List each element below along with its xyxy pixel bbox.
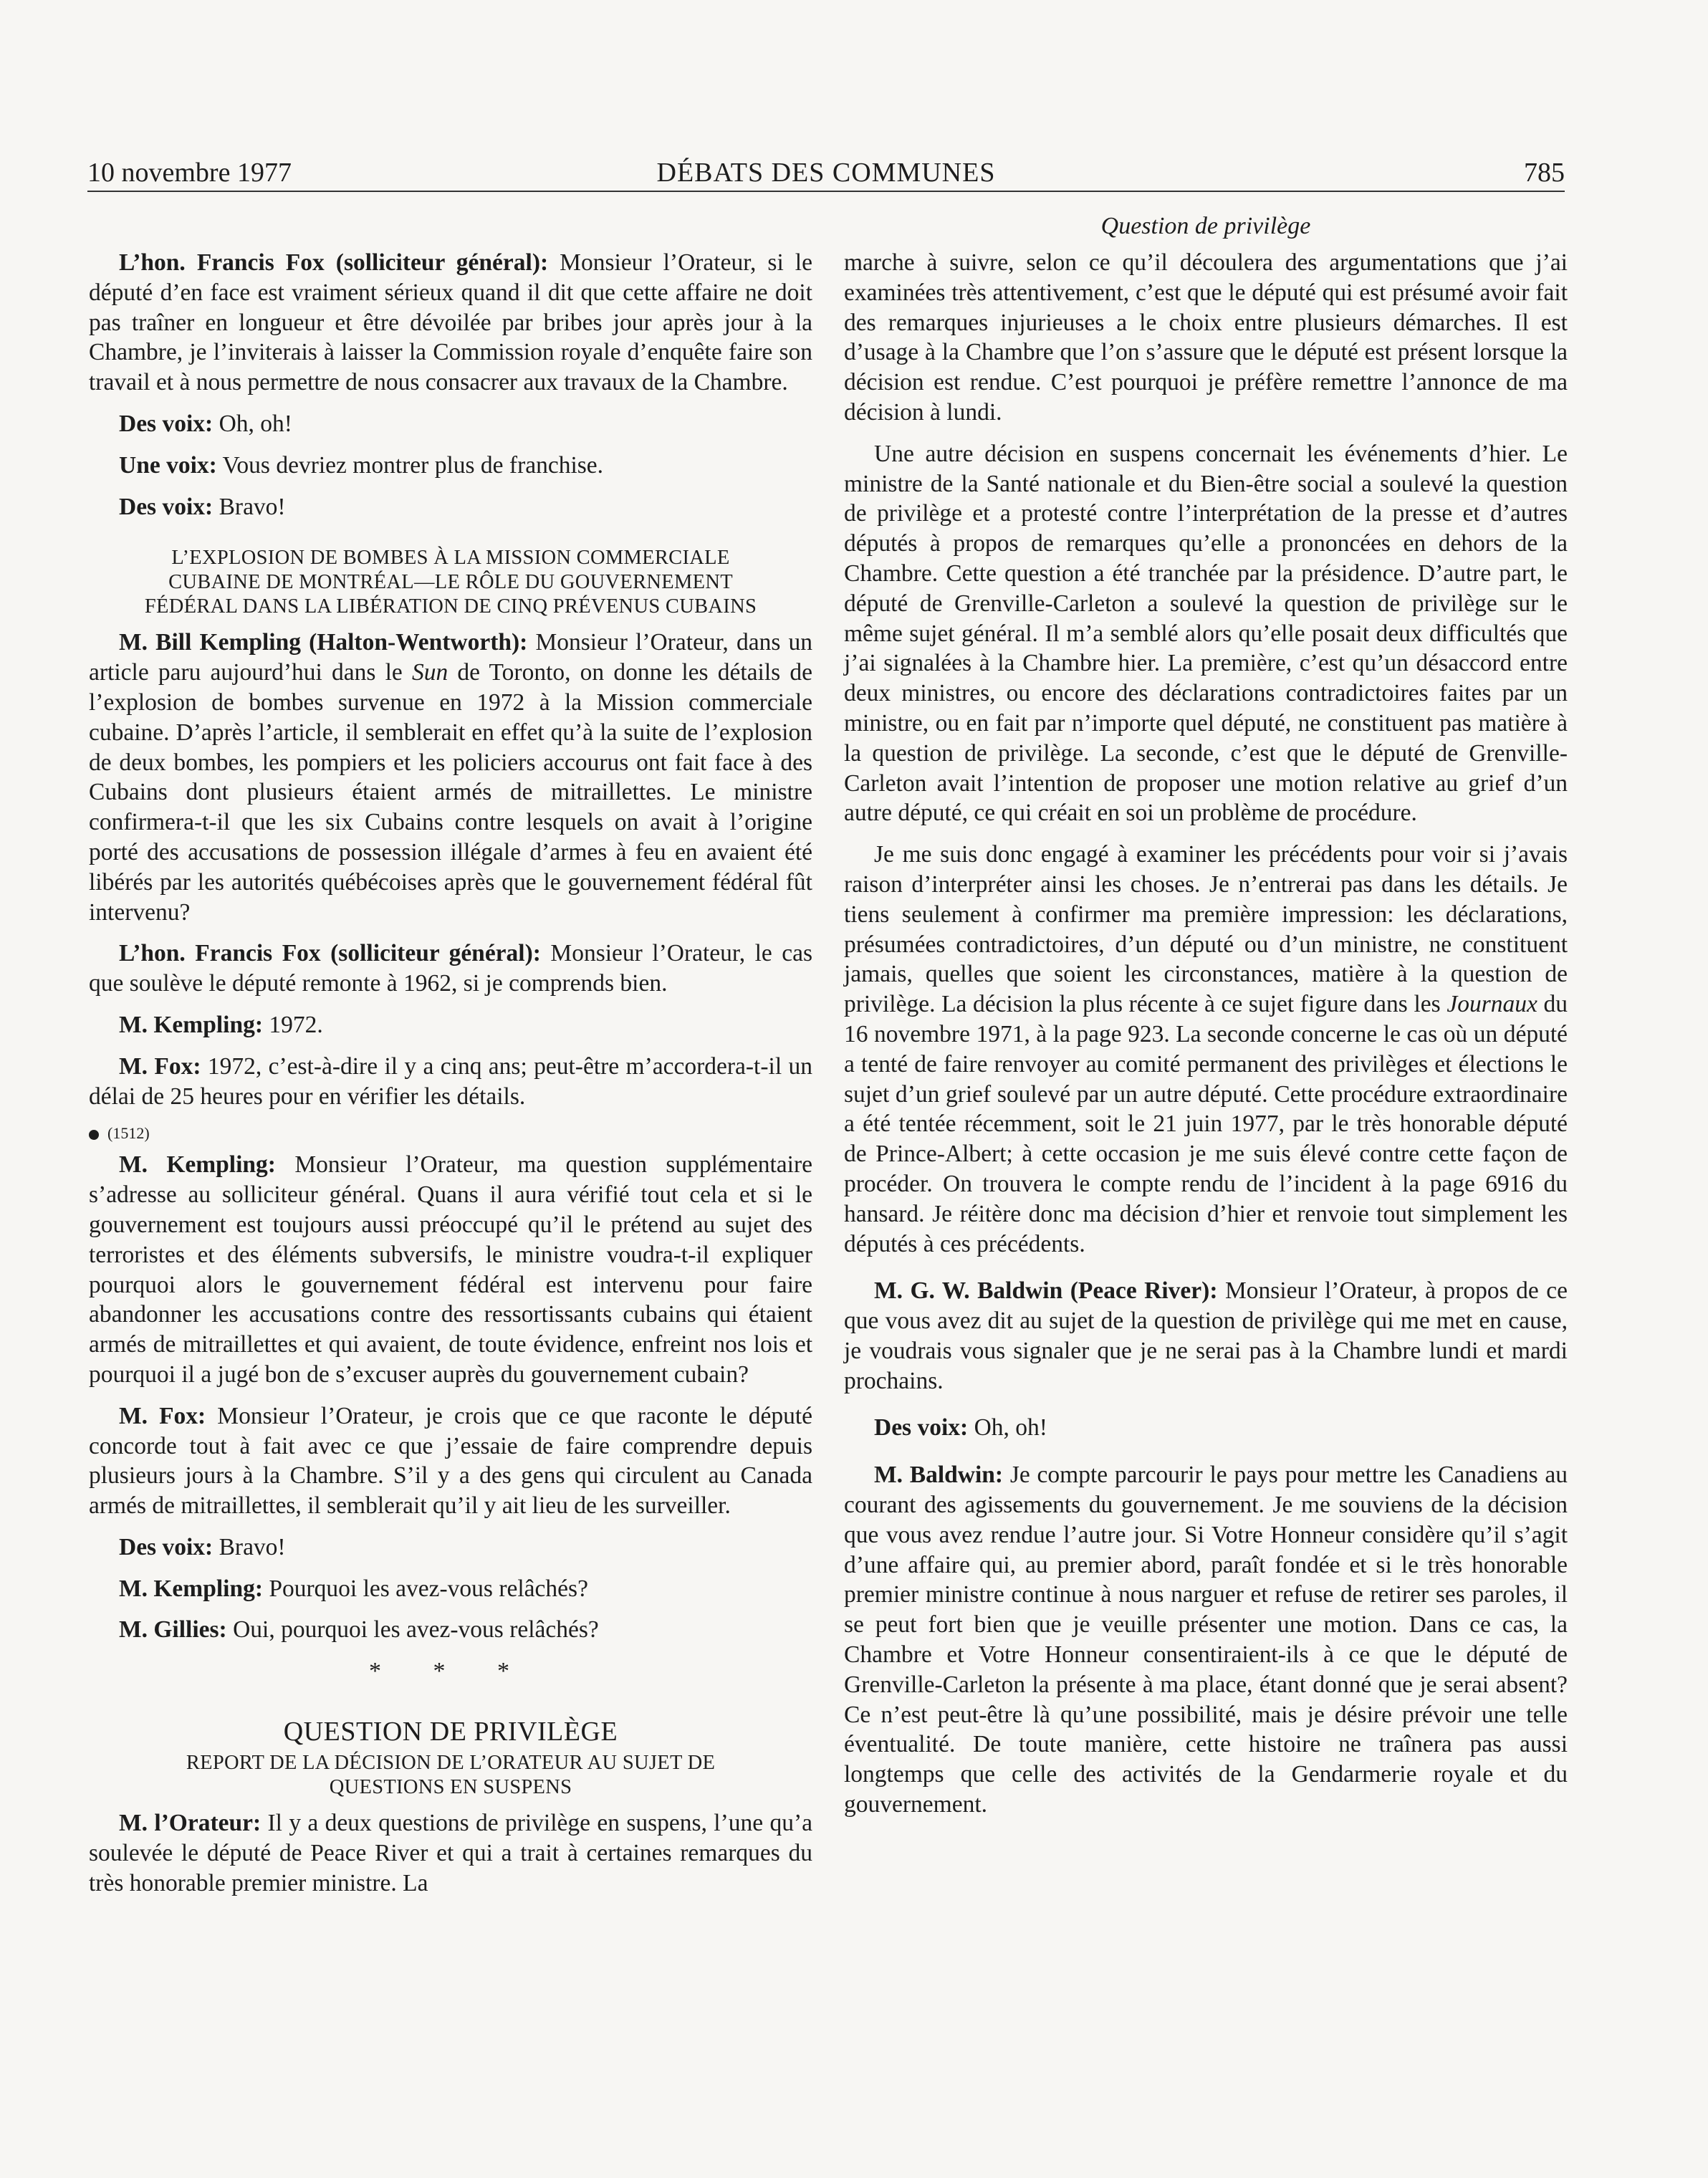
paragraph-text: Pourquoi les avez-vous relâchés? [262, 1575, 588, 1602]
paragraph [89, 1150, 812, 1389]
speaker-name: M. G. W. Baldwin (Peace River): [874, 1277, 1218, 1305]
paragraph [89, 451, 812, 481]
paragraph [89, 1615, 812, 1645]
paragraph-text: Bravo! [213, 493, 286, 520]
speaker-name: Des voix: [119, 493, 214, 520]
paragraph-text: Oh, oh! [968, 1414, 1047, 1441]
speaker-name: M. Fox: [119, 1052, 201, 1080]
paragraph: marche à suivre, selon ce qu’il découlera des argumentations que j’ai examinées très attentivement, c’est que le député qui est présumé avoir fait des remarques injurieuses a le choix entre plusieurs démarches. Il est d’usage à la Chambre que l’on s’assure que le député est présent lorsque la décision est rendue. C’est pourquoi je préfère remettre l’annonce de ma décision à lundi. [844, 249, 1568, 426]
speaker-name: M. l’Orateur: [119, 1810, 262, 1837]
header-date: 10 novembre 1977 [87, 158, 292, 188]
paragraph [89, 1010, 812, 1040]
paragraph: Une autre décision en suspens concernait les événements d’hier. Le ministre de la Santé nationale et du Bien-être social a soulevé la question de privilège et a protesté contre l’interprétation de la presse et d’autres députés à propos de remarques qu’elle a prononcées en dehors de la Chambre. Cette question a été tranchée par la présidence. D’autre part, le député de Grenville-Carleton a soulevé la question de privilège sur le même sujet général. Il m’a semblé alors qu’elle posait deux difficultés que j’ai signalées à la Chambre hier. La première, c’est qu’un désaccord entre deux ministres, ou encore des déclarations contradictoires faites par un ministre, ou en fait par n’importe quel député, ne constituent pas matière à la question de privilège. La seconde, c’est que le député de Grenville-Carleton avait l’intention de proposer une motion relative au grief d’un autre député, ce qui créait en soi un problème de procédure. [844, 440, 1568, 827]
section-title: QUESTION DE PRIVILÈGE [283, 1717, 618, 1747]
paragraph-text: Monsieur l’Orateur, je crois que ce que raconte le député concorde tout à fait avec ce que j’essaie de faire comprendre depuis plusieurs jours à la Chambre. S’il y a des gens qui circulent au Canada armés de mitraillettes, il semblerait qu’il y ait lieu de les surveiller. [89, 1402, 812, 1520]
paragraph-text: Oh, oh! [213, 410, 292, 437]
header-title: DÉBATS DES COMMUNES [656, 158, 996, 188]
paragraph [89, 1808, 812, 1898]
paragraph [844, 1276, 1568, 1396]
paragraph [844, 840, 1568, 1259]
speaker-name: Des voix: [119, 410, 214, 437]
speaker-name: M. Bill Kempling (Halton-Wentworth): [119, 629, 528, 656]
speaker-name: M. Fox: [119, 1402, 206, 1429]
paragraph-text: Je compte parcourir le pays pour mettre les Canadiens au courant des agissements du gouvernement. Je me souviens de la décision que vous avez rendue l’autre jour. Si Votre Honneur considère qu’il s’agit d’une affaire qui, au premier abord, paraît fondée et si le très honorable premier ministre continue à nous narguer et refuse de retirer ses paroles, il se peut fort bien que je veuille présenter une motion. Dans ce cas, la Chambre et Votre Honneur consentiraient-ils à ce que le député de Grenville-Carleton la présente à ma place, étant donné que je serai absent? Ce n’est peut-être là qu’une possibilité, mais je désire prévoir une telle éventualité. De toute manière, cette histoire ne traînera pas aussi longtemps que celle des activités de la Gendarmerie royale et du gouvernement. [844, 1462, 1568, 1818]
heading-line: REPORT DE LA DÉCISION DE L’ORATEUR AU SUJET DE [186, 1752, 716, 1775]
paragraph-text: Monsieur l’Orateur, si le député d’en face est vraiment sérieux quand il dit que cette affaire ne doit pas traîner en longueur et être dévoilée par bribes jour après jour à la Chambre, je l’inviterais à laisser la Commission royale d’enquête faire son travail et à nous permettre de nous consacrer aux travaux de la Chambre. [89, 249, 812, 396]
speaker-name: Des voix: [874, 1414, 969, 1441]
paragraph [89, 1574, 812, 1604]
paragraph-text: Il y a deux questions de privilège en suspens, l’une qu’a soulevée le député de Peace River et qui a trait à certaines remarques du très honorable premier ministre. La [89, 1810, 812, 1896]
italic-text: Journaux [1446, 991, 1537, 1018]
paragraph-text: de Toronto, on donne les détails de l’explosion de bombes survenue en 1972 à la Mission commerciale cubaine. D’après l’article, il semblerait en effet qu’à la suite de l’explosion de deux bombes, les pompiers et les policiers accourus ont fait face à des Cubains dont plusieurs étaient armés de mitraillettes. Le ministre confirmera-t-il que les six Cubains contre lesquels on avait à l’origine porté des accusations de possession illégale d’armes à feu en avaient été libérés par les autorités québécoises après que le gouvernement fédéral fût intervenu? [89, 659, 812, 926]
page-header [87, 155, 1565, 192]
speaker-name: L’hon. Francis Fox (solliciteur général): [119, 249, 549, 276]
paragraph [89, 1532, 812, 1563]
paragraph [844, 1460, 1568, 1820]
time-marker [89, 1123, 812, 1144]
paragraph-text: Monsieur l’Orateur, ma question supplémentaire s’adresse au solliciteur général. Quans il aura vérifié tout cela et si le gouvernement est toujours aussi préoccupé qu’il le prétend au sujet des terroristes et des éléments subversifs, le ministre voudra-t-il expliquer pourquoi alors le gouvernement fédéral est intervenu pour faire abandonner les accusations contre des ressortissants cubains qui étaient armés de mitraillettes et qui avaient, de toute évidence, enfreint nos lois et pourquoi il a jugé bon de s’excuser auprès du gouvernement cubain? [89, 1151, 813, 1388]
heading-line: L’EXPLOSION DE BOMBES À LA MISSION COMMERCIALE [171, 547, 730, 570]
paragraph-text: Je me suis donc engagé à examiner les précédents pour voir si j’avais raison d’interpréter ainsi les choses. Je n’entrerai pas dans les détails. Je tiens seulement à confirmer ma première impression: les déclarations, présumées contradictoires, d’un député ou d’un ministre, ne constituent jamais, quelles que soient les circonstances, matière à la question de privilège. La décision la plus récente à ce sujet figure dans les [844, 841, 1568, 1018]
left-column [89, 248, 812, 1909]
paragraph-text: Monsieur l’Orateur, dans un article paru aujourd’hui dans le [89, 629, 812, 686]
section-subtitle [89, 1751, 812, 1800]
bullet-icon [89, 1130, 99, 1140]
speaker-name: M. Baldwin: [874, 1462, 1004, 1489]
paragraph [89, 248, 812, 398]
paragraph [89, 409, 812, 439]
paragraph [89, 939, 812, 999]
speaker-name: M. Kempling: [119, 1011, 263, 1038]
paragraph [89, 628, 812, 927]
heading-line: FÉDÉRAL DANS LA LIBÉRATION DE CINQ PRÉVENUS CUBAINS [144, 595, 757, 618]
speaker-name: M. Kempling: [119, 1575, 263, 1602]
speaker-name: L’hon. Francis Fox (solliciteur général): [119, 940, 541, 967]
paragraph-text: 1972. [262, 1011, 323, 1038]
running-head: Question de privilège [1100, 213, 1311, 239]
paragraph [89, 1052, 812, 1112]
italic-text: Sun [411, 659, 448, 686]
speaker-name: Une voix: [119, 451, 217, 479]
right-column [844, 248, 1568, 1831]
page-number: 785 [1524, 158, 1565, 188]
section-heading [89, 546, 812, 619]
paragraph [844, 1413, 1568, 1443]
speaker-name: Des voix: [119, 1533, 214, 1560]
time-stamp: (1512) [107, 1124, 150, 1143]
paragraph-text: Bravo! [213, 1533, 286, 1560]
paragraph-text: 1972, c’est-à-dire il y a cinq ans; peut-être m’accordera-t-il un délai de 25 heures pour en vérifier les détails. [89, 1052, 812, 1110]
paragraph-text: Vous devriez montrer plus de franchise. [216, 451, 604, 479]
paragraph [89, 1401, 812, 1521]
speaker-name: M. Gillies: [119, 1616, 227, 1644]
paragraph-text: Monsieur l’Orateur, à propos de ce que vous avez dit au sujet de la question de privilège qui me met en cause, je voudrais vous signaler que je ne serai pas à la Chambre lundi et mardi prochains. [844, 1277, 1568, 1394]
section-separator: * * * [369, 1658, 532, 1685]
paragraph-text: Monsieur l’Orateur, le cas que soulève le député remonte à 1962, si je comprends bien. [89, 940, 812, 997]
speaker-name: M. Kempling: [119, 1151, 276, 1179]
paragraph-text: Oui, pourquoi les avez-vous relâchés? [226, 1616, 599, 1644]
heading-line: CUBAINE DE MONTRÉAL—LE RÔLE DU GOUVERNEMENT [168, 571, 733, 594]
paragraph-text: du 16 novembre 1971, à la page 923. La seconde concerne le cas où un député a tenté de faire renvoyer au comité permanent des privilèges et élections le sujet d’un grief soulevé par un autre député. Cette procédure extraordinaire a été tentée récemment, soit le 21 juin 1977, par le très honorable député de Prince-Albert; à cette occasion je me suis élevé contre cette façon de procéder. On trouvera le compte rendu de l’incident à la page 6916 du hansard. Je réitère donc ma décision d’hier et renvoie tout simplement les députés à ces précédents. [844, 991, 1568, 1257]
heading-line: QUESTIONS EN SUSPENS [329, 1776, 572, 1799]
paragraph [89, 492, 812, 522]
